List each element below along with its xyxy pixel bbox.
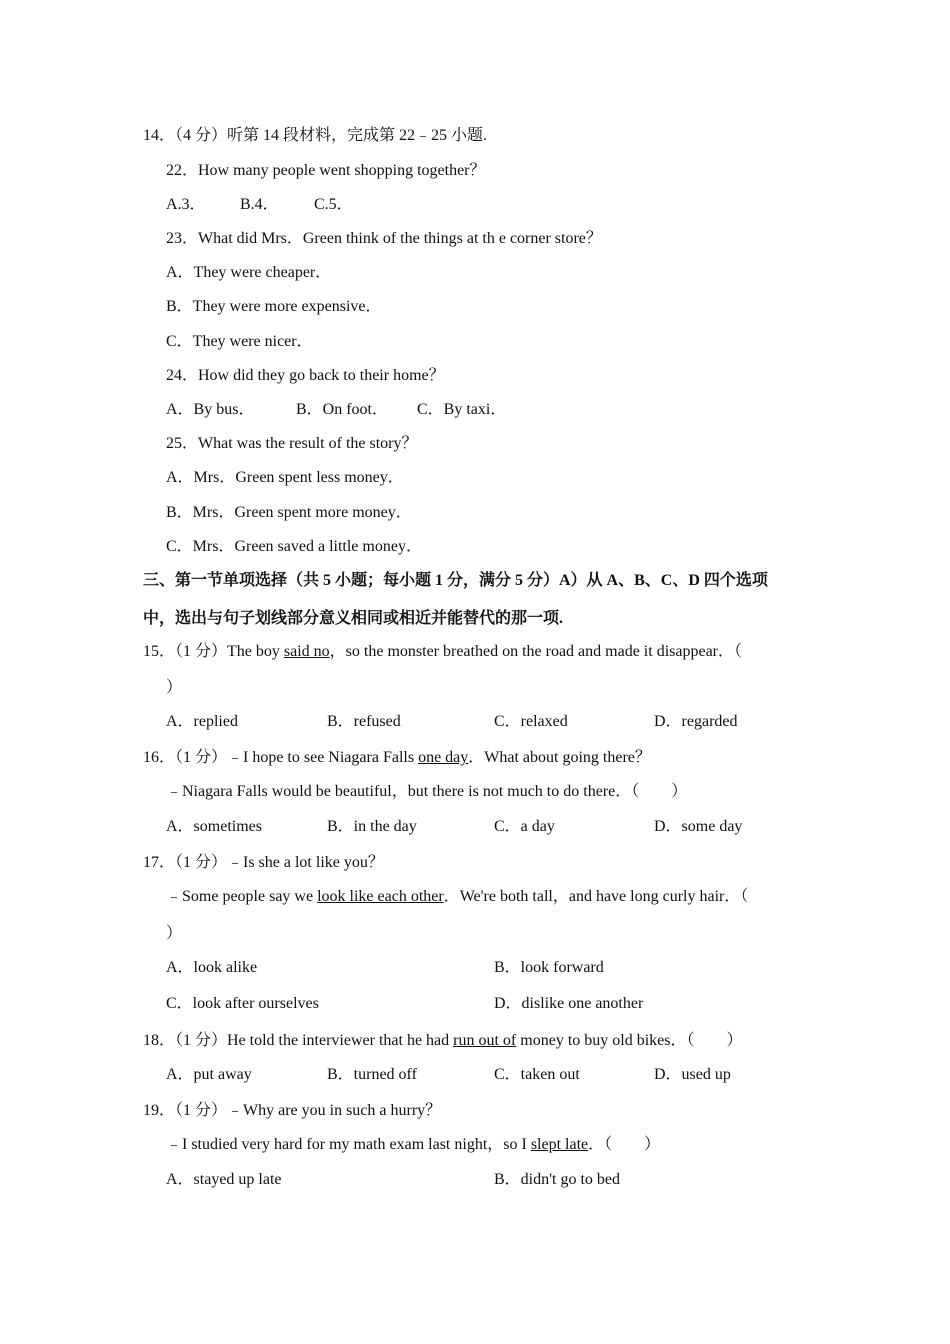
q22-option-c: C.5． [314, 196, 353, 213]
q23-option-c: C．They were nicer． [166, 333, 313, 350]
q18-option-a: A．put away [166, 1066, 252, 1083]
q24-stem: 24．How did they go back to their home？ [166, 367, 445, 384]
q19-line2-post: ．（ ） [588, 1136, 661, 1153]
q15-option-d: D．regarded [654, 713, 738, 730]
q25-option-b: B．Mrs．Green spent more money． [166, 504, 412, 521]
q16-option-d: D．some day [654, 818, 743, 835]
q16-option-a: A．sometimes [166, 818, 262, 835]
q15-underlined-phrase: said no [283, 643, 330, 660]
q17-underlined-phrase: look like each other [317, 888, 444, 905]
q17-option-b: B．look forward [494, 959, 604, 976]
q18-option-d: D．used up [654, 1066, 731, 1083]
q14-header: 14．（4 分）听第 14 段材料，完成第 22﹣25 小题. [143, 127, 488, 144]
q19-dialogue-line2 [166, 1135, 660, 1155]
q25-option-a: A．Mrs．Green spent less money． [166, 469, 404, 486]
q18-stem-pre: 18．（1 分）He told the interviewer that he had [143, 1032, 454, 1049]
q16-underlined-phrase: one day [418, 749, 469, 766]
q16-option-b: B．in the day [327, 818, 417, 835]
q16-stem [143, 748, 651, 768]
q18-option-b: B．turned off [327, 1066, 417, 1083]
section3-heading-line2: 中，选出与句子划线部分意义相同或相近并能替代的那一项. [143, 610, 564, 627]
q19-option-b: B．didn't go to bed [494, 1171, 620, 1188]
q15-option-c: C．relaxed [494, 713, 568, 730]
q24-option-b: B．On foot． [296, 401, 389, 418]
q17-option-d: D．dislike one another [494, 995, 644, 1012]
q17-paren-close: ） [166, 925, 183, 942]
q17-line2-post: ．We're both tall，and have long curly hair．（ [443, 888, 749, 905]
q16-stem-post: ．What about going there？ [468, 749, 651, 766]
q18-stem-post: money to buy old bikes．（ ） [516, 1032, 743, 1049]
q18-underlined-phrase: run out of [453, 1032, 517, 1049]
q24-option-c: C．By taxi． [417, 401, 507, 418]
q15-option-b: B．refused [327, 713, 401, 730]
q23-stem: 23．What did Mrs．Green think of the things at th e corner store？ [166, 230, 602, 247]
section3-heading-line1: 三、第一节单项选择（共 5 小题；每小题 1 分，满分 5 分）A）从 A、B、C、D 四个选项 [143, 572, 768, 589]
q16-option-c: C．a day [494, 818, 555, 835]
q22-option-b: B.4． [240, 196, 279, 213]
q17-option-a: A．look alike [166, 959, 258, 976]
q15-stem-pre: 15．（1 分）The boy [143, 643, 284, 660]
q18-option-c: C．taken out [494, 1066, 580, 1083]
q16-stem-pre: 16．（1 分）﹣I hope to see Niagara Falls [143, 749, 419, 766]
q24-option-a: A．By bus． [166, 401, 255, 418]
q15-stem [143, 642, 805, 662]
q19-line2-pre: ﹣I studied very hard for my math exam last night，so I [166, 1136, 531, 1153]
q15-paren-close: ） [166, 679, 183, 696]
q18-stem [143, 1031, 742, 1051]
q22-stem: 22．How many people went shopping together？ [166, 162, 486, 179]
q15-stem-post: ，so the monster breathed on the road and made it disappear．（ [329, 643, 742, 660]
q25-stem: 25．What was the result of the story？ [166, 435, 418, 452]
q17-stem: 17．（1 分）﹣Is she a lot like you？ [143, 854, 384, 871]
q23-option-a: A．They were cheaper． [166, 264, 332, 281]
q19-underlined-phrase: slept late [530, 1136, 589, 1153]
q17-dialogue-line2 [166, 887, 748, 907]
q16-dialogue-line2: ﹣Niagara Falls would be beautiful，but there is not much to do there．（ ） [166, 783, 688, 800]
q15-option-a: A．replied [166, 713, 238, 730]
q25-option-c: C．Mrs．Green saved a little money． [166, 538, 422, 555]
q22-option-a: A.3． [166, 196, 206, 213]
q23-option-b: B．They were more expensive． [166, 298, 382, 315]
q19-option-a: A．stayed up late [166, 1171, 282, 1188]
q17-option-c: C．look after ourselves [166, 995, 319, 1012]
q19-stem: 19．（1 分）﹣Why are you in such a hurry？ [143, 1102, 442, 1119]
q17-line2-pre: ﹣Some people say we [166, 888, 318, 905]
